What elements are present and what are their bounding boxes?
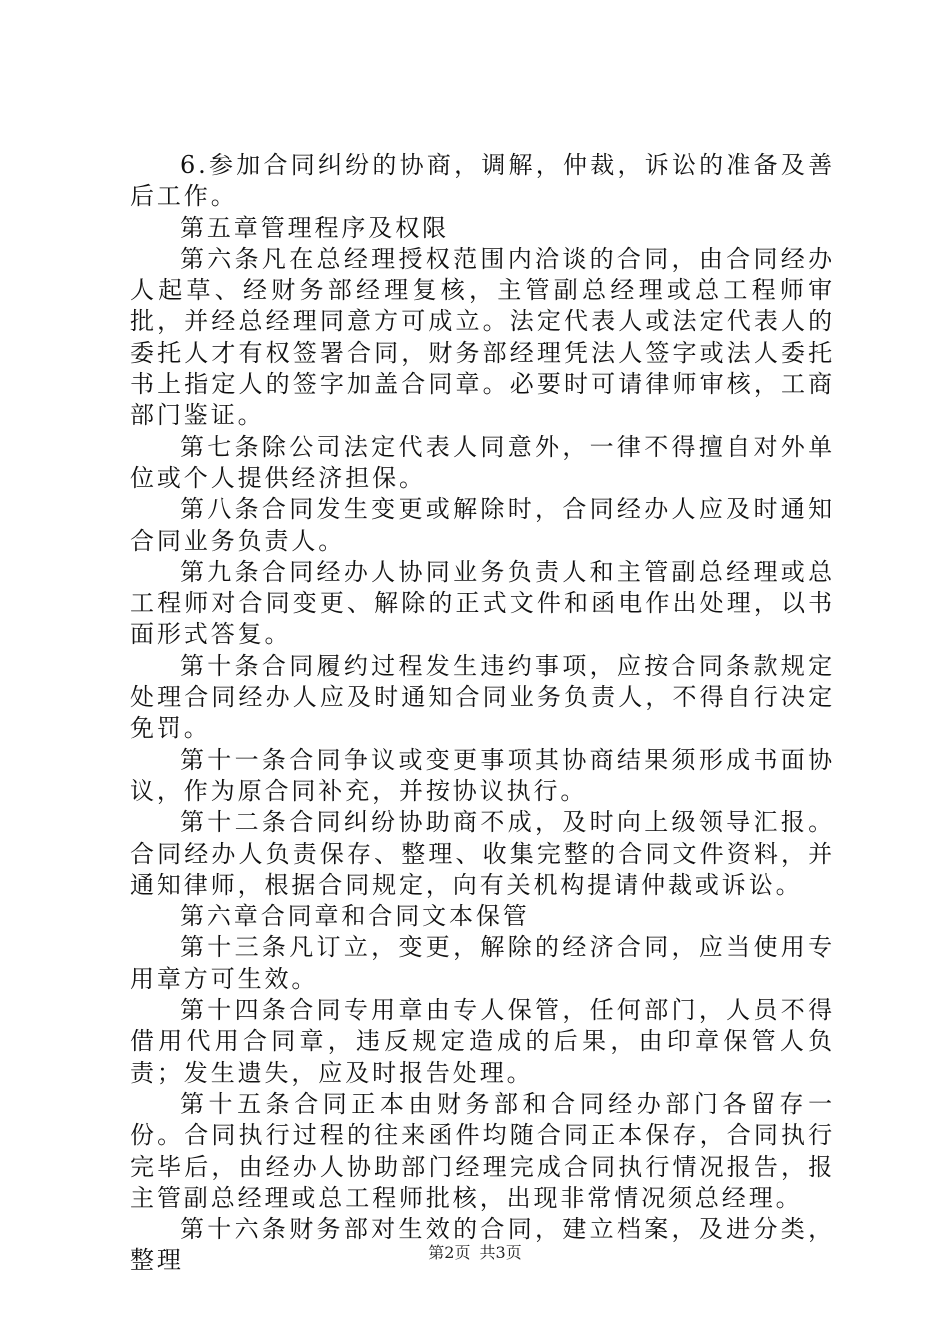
page-number: 第2页: [428, 1243, 471, 1262]
article-16: 第十六条财务部对生效的合同，建立档案，及进分类，整理: [130, 1215, 835, 1275]
article-14: 第十四条合同专用章由专人保管，任何部门，人员不得借用代用合同章，违反规定造成的后果，由印章保管人负责；发生遗失，应及时报告处理。: [130, 996, 835, 1087]
article-11: 第十一条合同争议或变更事项其协商结果须形成书面协议，作为原合同补充，并按协议执行。: [130, 745, 835, 805]
article-10: 第十条合同履约过程发生违约事项，应按合同条款规定处理合同经办人应及时通知合同业务负责人，不得自行决定免罚。: [130, 651, 835, 743]
article-9: 第九条合同经办人协同业务负责人和主管副总经理或总工程师对合同变更、解除的正式文件和函电作出处理，以书面形式答复。: [130, 557, 835, 649]
page-footer: [0, 1242, 950, 1264]
article-7: 第七条除公司法定代表人同意外，一律不得擅自对外单位或个人提供经济担保。: [130, 432, 835, 492]
article-15: 第十五条合同正本由财务部和合同经办部门各留存一份。合同执行过程的往来函件均随合同正本保存，合同执行完毕后，由经办人协助部门经理完成合同执行情况报告，报主管副总经理或总工程师批核，出现非常情况须总经理。: [130, 1089, 835, 1212]
paragraph-item-6: 6.参加合同纠纷的协商，调解，仲裁，诉讼的准备及善后工作。: [130, 151, 835, 211]
chapter-heading-6: 第六章合同章和合同文本保管: [180, 902, 530, 931]
article-13: 第十三条凡订立，变更，解除的经济合同，应当使用专用章方可生效。: [130, 933, 835, 993]
document-body: [130, 150, 835, 1277]
article-8: 第八条合同发生变更或解除时，合同经办人应及时通知合同业务负责人。: [130, 495, 835, 555]
article-6: 第六条凡在总经理授权范围内洽谈的合同，由合同经办人起草、经财务部经理复核，主管副总经理或总工程师审批，并经总经理同意方可成立。法定代表人或法定代表人的委托人才有权签署合同，财务部经理凭法人签字或法人委托书上指定人的签字加盖合同章。必要时可请律师审核，工商部门鉴证。: [130, 244, 835, 430]
page-total: 共3页: [479, 1243, 522, 1262]
article-12: 第十二条合同纠纷协助商不成，及时向上级领导汇报。合同经办人负责保存、整理、收集完整的合同文件资料，并通知律师，根据合同规定，向有关机构提请仲裁或诉讼。: [130, 808, 835, 899]
chapter-heading-5: 第五章管理程序及权限: [180, 213, 449, 242]
